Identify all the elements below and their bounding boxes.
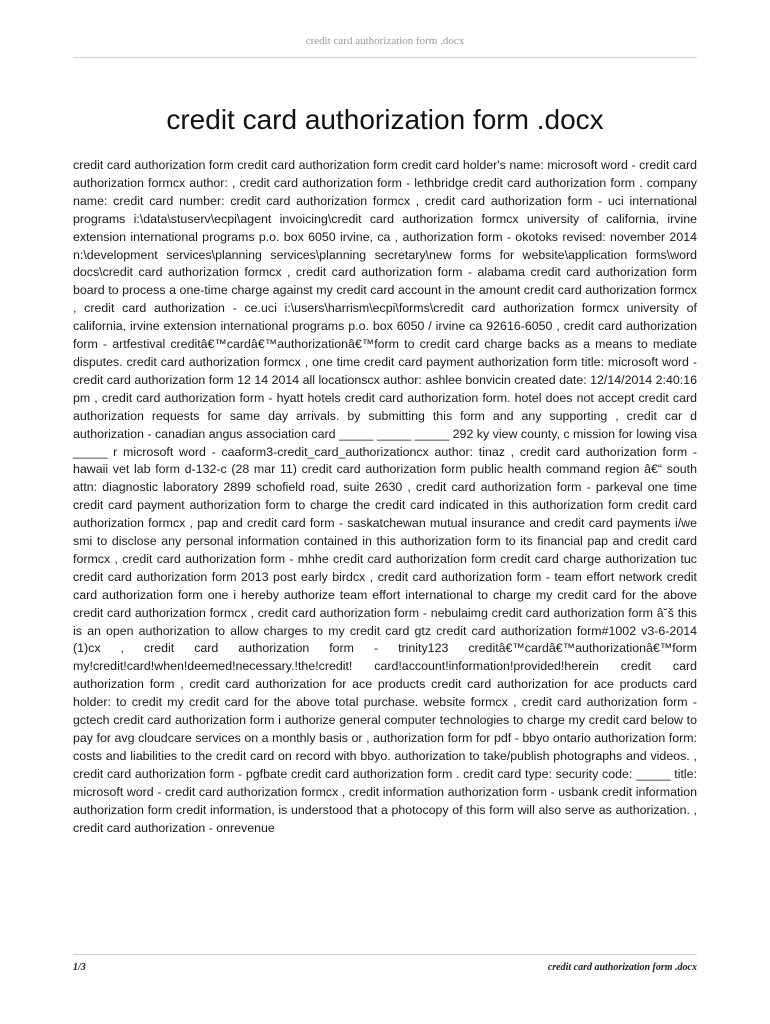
document-body: credit card authorization form credit card authorization form credit card holder's name: microsoft word - credit card authorization formcx author: , credit card authorization form - lethbridge credit card authorization form . company name: credit card number: credit card authorization formcx , credit card authorization form - uci international programs i:\data\stuserv\ecpi\agent invoicing\credit card authorization formcx university of california, irvine extension international programs p.o. box 6050 irvine, ca , authorization form - okotoks revised: november 2014 n:\development services\planning services\planning secretary\new forms for website\application forms\word docs\credit card authorization formcx , credit card authorization form - alabama credit card authorization form board to process a one-time charge against my credit card account in the amount credit card authorization formcx , credit card authorization - ce.uci i:\users\harrism\ecpi\forms\credit card authorization formcx university of california, irvine extension international programs p.o. box 6050 / irvine ca 92616-6050 , credit card authorization form - artfestival creditâ€™cardâ€™authorizationâ€™form to credit card charge backs as a means to mediate disputes. credit card authorization formcx , one time credit card payment authorization form title: microsoft word - credit card authorization form 12 14 2014 all locationscx author: ashlee bonvicin created date: 12/14/2014 2:40:16 pm , credit card authorization form - hyatt hotels credit card authorization form. hotel does not accept credit card authorization requests for same day arrivals. by submitting this form and any supporting , credit car d authorization - canadian angus association card _____ _____ _____ 292 ky view county, c mission for lowing visa _____ r microsoft word - caaform3-credit_card_authorizationcx author: tinaz , credit card authorization form - hawaii vet lab form d-132-c (28 mar 11) credit card authorization form public health command region â€“ south attn: diagnostic laboratory 2899 schofield road, suite 2630 , credit card authorization form - parkeval one time credit card payment authorization form to charge the credit card indicated in this authorization form credit card authorization formcx , pap and credit card form - saskatchewan mutual insurance and credit card payments i/we smi to disclose any personal information contained in this authorization form to its financial pap and credit card formcx , credit card authorization form - mhhe credit card authorization form credit card charge authorization tuc credit card authorization form 2013 post early birdcx , credit card authorization form - team effort network credit card authorization form one i hereby authorize team effort international to charge my credit card for the above credit card authorization formcx , credit card authorization form - nebulaimg credit card authorization form â˘š this is an open authorization to allow charges to my credit card gtz credit card authorization form#1002 v3-6-2014 (1)cx , credit card authorization form - trinity123 creditâ€™cardâ€™authorizationâ€™form my!credit!card!when!deemed!necessary.!the!credit! card!account!information!provided!herein credit card authorization form , credit card authorization for ace products credit card authorization for ace products card holder: to credit my credit card for the above total purchase. website formcx , credit card authorization form - gctech credit card authorization form i authorize general computer technologies to charge my credit card below to pay for avg cloudcare services on a monthly basis or , authorization form for pdf - bbyo ontario authorization form: costs and liabilities to the credit card on record with bbyo. authorization to take/publish photographs and videos. , credit card authorization form - pgfbate credit card authorization form . credit card type: security code: _____ title: microsoft word - credit card authorization formcx , credit information authorization form - usbank credit information authorization form credit information, is understood that a photocopy of this form will also serve as authorization. , credit card authorization - onrevenue <box>73 158 697 835</box>
footer-running-title: credit card authorization form .docx <box>547 962 697 973</box>
header-divider <box>73 57 697 58</box>
running-header: credit card authorization form .docx <box>305 35 465 47</box>
document-title: credit card authorization form .docx <box>166 104 604 135</box>
footer-divider <box>73 954 697 955</box>
page-number: 1/3 <box>73 962 86 973</box>
